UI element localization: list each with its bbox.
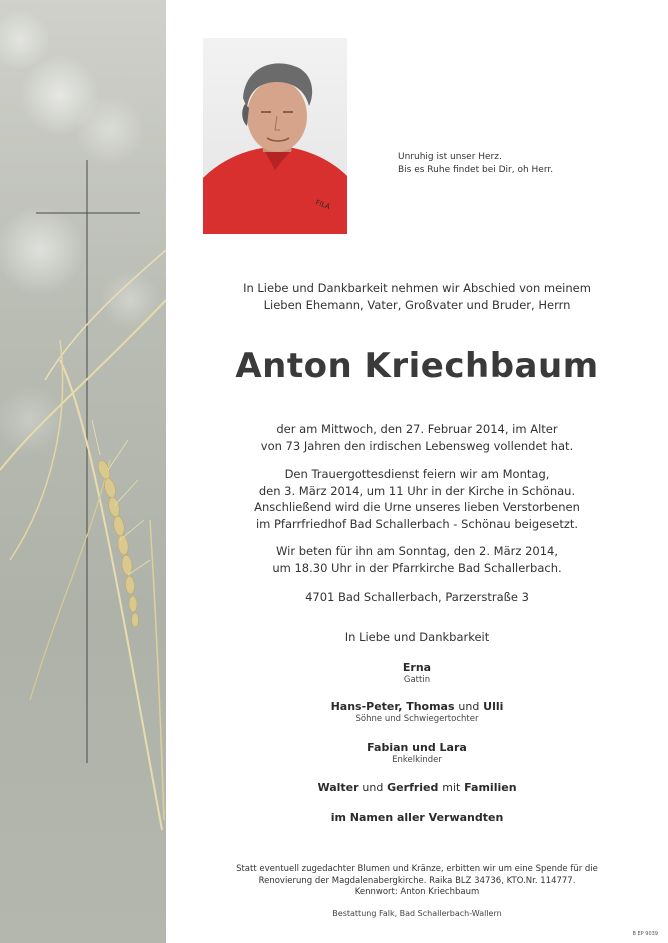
children-role: Söhne und Schwiegertochter [355, 714, 479, 724]
closing-text: In Liebe und Dankbarkeit [344, 630, 490, 644]
donation-line-2: Renovierung der Magdalenabergkirche. Raika BLZ 34736, KTO.Nr. 114777. [258, 875, 576, 886]
prayer-line-2: um 18.30 Uhr in der Pfarrkirche Bad Schallerbach. [272, 560, 562, 575]
poem-line-1: Unruhig ist unser Herz. [398, 152, 502, 162]
siblings-mit: mit [442, 781, 461, 794]
portrait-photo [203, 38, 347, 234]
intro-line-2: Lieben Ehemann, Vater, Großvater und Bruder, Herrn [263, 298, 571, 312]
children-und: und [458, 700, 480, 713]
grandchildren-role: Enkelkinder [392, 755, 442, 765]
poem [398, 151, 638, 177]
service-line-3: Anschließend wird die Urne unseres lieben Verstorbenen [254, 500, 580, 514]
relatives-text: im Namen aller Verwandten [330, 811, 504, 824]
service-line-1: Den Trauergottesdienst feiern wir am Montag, [284, 467, 550, 481]
svg-text:FILA: FILA [314, 198, 332, 211]
death-notice-line-2: von 73 Jahren den irdischen Lebensweg vollendet hat. [260, 438, 574, 453]
donation-line-3: Kennwort: Anton Kriechbaum [354, 887, 480, 897]
poem-line-2: Bis es Ruhe findet bei Dir, oh Herr. [398, 165, 554, 175]
children-names: Hans-Peter, Thomas [330, 700, 455, 713]
sibling-name-1: Walter [317, 781, 359, 794]
grandchildren-names: Fabian und Lara [367, 741, 467, 754]
donation-line-1: Statt eventuell zugedachter Blumen und Kränze, erbitten wir um eine Spende für die [236, 864, 598, 874]
intro-line-1: In Liebe und Dankbarkeit nehmen wir Abschied von meinem [243, 281, 591, 295]
children-names-line [166, 700, 668, 713]
family-children [166, 700, 668, 724]
wheat-and-cross-graphic [0, 0, 166, 943]
children-name-3: Ulli [483, 700, 504, 713]
intro-text [166, 280, 668, 314]
service-line-4: im Pfarrfriedhof Bad Schallerbach - Schönau beigesetzt. [255, 516, 579, 531]
death-notice [166, 421, 668, 454]
family-grandchildren [166, 741, 668, 765]
siblings-line [166, 781, 668, 794]
deceased-name: Anton Kriechbaum [235, 346, 599, 386]
family-siblings [166, 781, 668, 794]
spouse-role: Gattin [403, 675, 431, 685]
service-line-2: den 3. März 2014, um 11 Uhr in der Kirche in Schönau. [258, 483, 576, 498]
decorative-side-panel [0, 0, 166, 943]
portrait-image [203, 38, 347, 234]
address: 4701 Bad Schallerbach, Parzerstraße 3 [305, 590, 529, 604]
siblings-und: und [362, 781, 384, 794]
siblings-families: Familien [464, 781, 517, 794]
print-code: B EP 9039 [632, 931, 658, 937]
sibling-name-2: Gerfried [387, 781, 439, 794]
spouse-name: Erna [402, 661, 432, 674]
funeral-home: Bestattung Falk, Bad Schallerbach-Wallern [332, 909, 502, 918]
wheat-ear [96, 459, 139, 627]
family-relatives [166, 811, 668, 824]
family-spouse [166, 661, 668, 685]
death-notice-line-1: der am Mittwoch, den 27. Februar 2014, im Alter [276, 422, 558, 436]
donation-note [166, 864, 668, 899]
prayer-line-1: Wir beten für ihn am Sonntag, den 2. März 2014, [276, 544, 558, 558]
prayer-info [166, 543, 668, 576]
service-info [166, 466, 668, 532]
